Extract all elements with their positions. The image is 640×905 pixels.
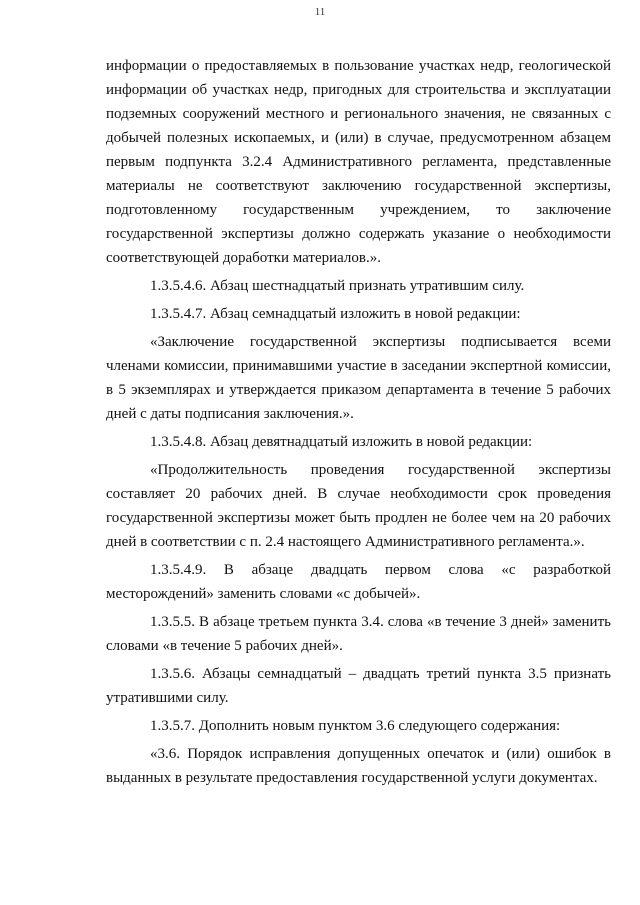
paragraph-1-3-5-4-6: 1.3.5.4.6. Абзац шестнадцатый признать утратившим силу. xyxy=(150,278,525,294)
page-number: 11 xyxy=(314,6,326,18)
paragraph-quote-3-6: «3.6. Порядок исправления допущенных опечаток и (или) ошибок в выданных в результате предоставления государственной услуги документах. xyxy=(106,746,611,786)
paragraph-quote-conclusion: «Заключение государственной экспертизы подписывается всеми членами комиссии, принимавшими участие в заседании экспертной комиссии, в 5 экземплярах и утверждается приказом департамента в течение 5 рабочих дней с даты подписания заключения.». xyxy=(106,334,611,422)
paragraph-1-3-5-5: 1.3.5.5. В абзаце третьем пункта 3.4. слова «в течение 3 дней» заменить словами «в течение 5 рабочих дней». xyxy=(106,614,611,654)
paragraph-1-3-5-6: 1.3.5.6. Абзацы семнадцатый – двадцать третий пункта 3.5 признать утратившими силу. xyxy=(106,666,611,706)
paragraph-1-3-5-4-7: 1.3.5.4.7. Абзац семнадцатый изложить в новой редакции: xyxy=(150,306,521,322)
paragraph-continuation: информации о предоставляемых в пользование участках недр, геологической информации об участках недр, пригодных для строительства и эксплуатации подземных сооружений местного и регионального значения, не связанных с добычей полезных ископаемых, и (или) в случае, предусмотренном абзацем первым подпункта 3.2.4 Административного регламента, представленные материалы не соответствуют заключению государственной экспертизы, подготовленному государственным учреждением, то заключение государственной экспертизы должно содержать указание о необходимости соответствующей доработки материалов.». xyxy=(106,58,611,266)
paragraph-quote-duration: «Продолжительность проведения государственной экспертизы составляет 20 рабочих дней. В случае необходимости срок проведения государственной экспертизы может быть продлен не более чем на 20 рабочих дней в соответствии с п. 2.4 настоящего Административного регламента.». xyxy=(106,462,611,550)
paragraph-1-3-5-4-9: 1.3.5.4.9. В абзаце двадцать первом слова «с разработкой месторождений» заменить словами «с добычей». xyxy=(106,562,611,602)
paragraph-1-3-5-7: 1.3.5.7. Дополнить новым пунктом 3.6 следующего содержания: xyxy=(150,718,561,734)
document-body xyxy=(106,54,611,790)
paragraph-1-3-5-4-8: 1.3.5.4.8. Абзац девятнадцатый изложить в новой редакции: xyxy=(150,434,533,450)
